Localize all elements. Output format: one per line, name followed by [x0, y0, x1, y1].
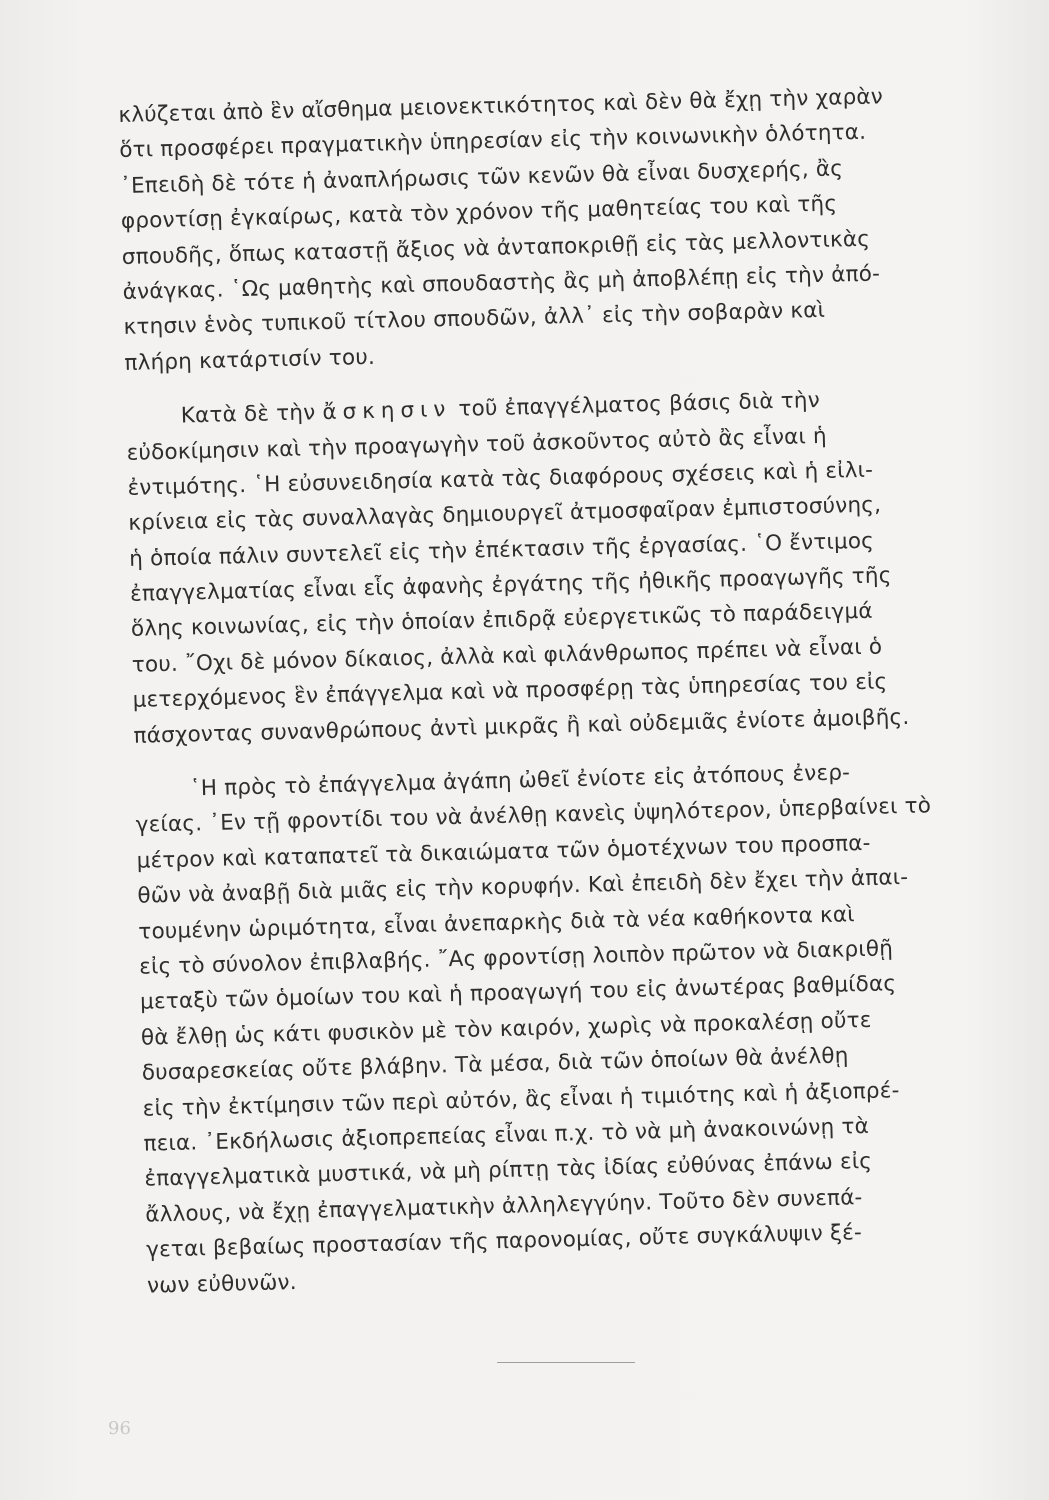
spaced-word: ἄσκησιν	[322, 397, 452, 426]
page-number: 96	[108, 1418, 131, 1439]
text-line-30: ἐπαγγελματικὰ μυστικά, νὰ μὴ ρίπτῃ τὰς ἰδίας εὐθύνας ἐπάνω εἰς	[144, 1149, 873, 1193]
text-line-27: δυσαρεσκείας οὔτε βλάβην. Τὰ μέσα, διὰ τῶν ὁποίων θὰ ἀνέλθῃ	[141, 1043, 849, 1086]
text-line-26: θὰ ἔλθῃ ὡς κάτι φυσικὸν μὲ τὸν καιρόν, χωρὶς νὰ προκαλέσῃ οὔτε	[140, 1007, 872, 1051]
text-line-31: ἄλλους, νὰ ἔχῃ ἐπαγγελματικὴν ἀλληλεγγύην. Τοῦτο δὲν συνεπά-	[144, 1184, 863, 1228]
text-line-15: ὅλης κοινωνίας, εἰς τὴν ὁποίαν ἐπιδρᾷ εὐεργετικῶς τὸ παράδειγμά	[130, 599, 873, 643]
text-line-14: ἐπαγγελματίας εἶναι εἷς ἀφανὴς ἐργάτης τῆς ἠθικῆς προαγωγῆς τῆς	[129, 563, 892, 607]
text-line-2: ὅτι προσφέρει πραγματικὴν ὑπηρεσίαν εἰς τὴν κοινωνικὴν ὁλότητα.	[118, 120, 867, 164]
text-line-10: εὐδοκίμησιν καὶ τὴν προαγωγὴν τοῦ ἀσκοῦντος αὐτὸ ἂς εἶναι ἡ	[126, 423, 828, 466]
text-line-5: σπουδῆς, ὅπως καταστῇ ἄξιος νὰ ἀνταποκριθῇ εἰς τὰς μελλοντικὰς	[121, 226, 871, 270]
text-line-8: πλήρη κατάρτισίν του.	[124, 344, 376, 376]
text-line-18: πάσχοντας συνανθρώπους ἀντὶ μικρᾶς ἢ καὶ οὐδεμιᾶς ἐνίοτε ἀμοιβῆς.	[133, 704, 910, 749]
line-9-start: Κατὰ δὲ τὴν	[180, 400, 316, 429]
text-line-22: θῶν νὰ ἀναβῇ διὰ μιᾶς εἰς τὴν κορυφήν. Καὶ ἐπειδὴ δὲν ἔχει τὴν ἀπαι-	[137, 865, 909, 909]
text-line-13: ἡ ὁποία πάλιν συντελεῖ εἰς τὴν ἐπέκτασιν τῆς ἐργασίας. ῾Ο ἔντιμος	[128, 528, 875, 572]
text-line-1: κλύζεται ἀπὸ ἓν αἴσθημα μειονεκτικότητος καὶ δὲν θὰ ἔχῃ τὴν χαρὰν	[118, 84, 884, 128]
text-line-6: ἀνάγκας. ῾Ως μαθητὴς καὶ σπουδαστὴς ἂς μὴ ἀποβλέπῃ εἰς τὴν ἀπό-	[122, 261, 881, 305]
text-line-28: εἰς τὴν ἐκτίμησιν τῶν περὶ αὐτόν, ἂς εἶναι ἡ τιμιότης καὶ ἡ ἀξιοπρέ-	[142, 1077, 900, 1122]
text-line-17: μετερχόμενος ἓν ἐπάγγελμα καὶ νὰ προσφέρῃ τὰς ὑπηρεσίας του εἰς	[132, 669, 888, 714]
line-9-end: τοῦ ἐπαγγέλματος βάσις διὰ τὴν	[458, 388, 821, 422]
text-line-19: ῾Η πρὸς τὸ ἐπάγγελμα ἀγάπη ὠθεῖ ἐνίοτε εἰς ἀτόπους ἐνερ-	[189, 760, 851, 802]
text-line-29: πεια. ᾿Εκδήλωσις ἀξιοπρεπείας εἶναι π.χ. τὸ νὰ μὴ ἀνακοινώνῃ τὰ	[143, 1113, 870, 1157]
text-line-20: γείας. ᾿Εν τῇ φροντίδι του νὰ ἀνέλθῃ κανεὶς ὑψηλότερον, ὑπερβαίνει τὸ	[135, 793, 932, 839]
body-text	[118, 77, 997, 1303]
text-line-21: μέτρον καὶ καταπατεῖ τὰ δικαιώματα τῶν ὁμοτέχνων του προσπα-	[136, 830, 871, 874]
text-line-11: ἐντιμότης. ῾Η εὐσυνειδησία κατὰ τὰς διαφόρους σχέσεις καὶ ἡ εἰλι-	[127, 457, 874, 501]
text-line-23: τουμένην ὡριμότητα, εἶναι ἀνεπαρκὴς διὰ τὰ νέα καθήκοντα καὶ	[138, 901, 855, 945]
text-line-3: ᾿Επειδὴ δὲ τότε ἡ ἀναπλήρωσις τῶν κενῶν θὰ εἶναι δυσχερής, ἂς	[119, 156, 844, 199]
text-line-12: κρίνεια εἰς τὰς συναλλαγὰς δημιουργεῖ ἀτμοσφαῖραν ἐμπιστοσύνης,	[128, 492, 882, 537]
footer-rule	[497, 1362, 635, 1363]
text-line-7: κτησιν ἑνὸς τυπικοῦ τίτλου σπουδῶν, ἀλλ᾿ εἰς τὴν σοβαρὰν καὶ	[123, 298, 826, 341]
text-line-25: μεταξὺ τῶν ὁμοίων του καὶ ἡ προαγωγή του εἰς ἀνωτέρας βαθμίδας	[139, 971, 897, 1016]
text-line-4: φροντίσῃ ἐγκαίρως, κατὰ τὸν χρόνον τῆς μαθητείας του καὶ τῆς	[120, 191, 838, 235]
text-line-32: γεται βεβαίως προστασίαν τῆς παρονομίας, οὔτε συγκάλυψιν ξέ-	[145, 1220, 863, 1263]
text-line-16: του. ῎Οχι δὲ μόνον δίκαιος, ἀλλὰ καὶ φιλάνθρωπος πρέπει νὰ εἶναι ὁ	[131, 634, 883, 678]
text-line-24: εἰς τὸ σύνολον ἐπιβλαβής. ῎Ας φροντίσῃ λοιπὸν πρῶτον νὰ διακριθῇ	[138, 936, 894, 980]
text-line-33: νων εὐθυνῶν.	[146, 1269, 298, 1299]
